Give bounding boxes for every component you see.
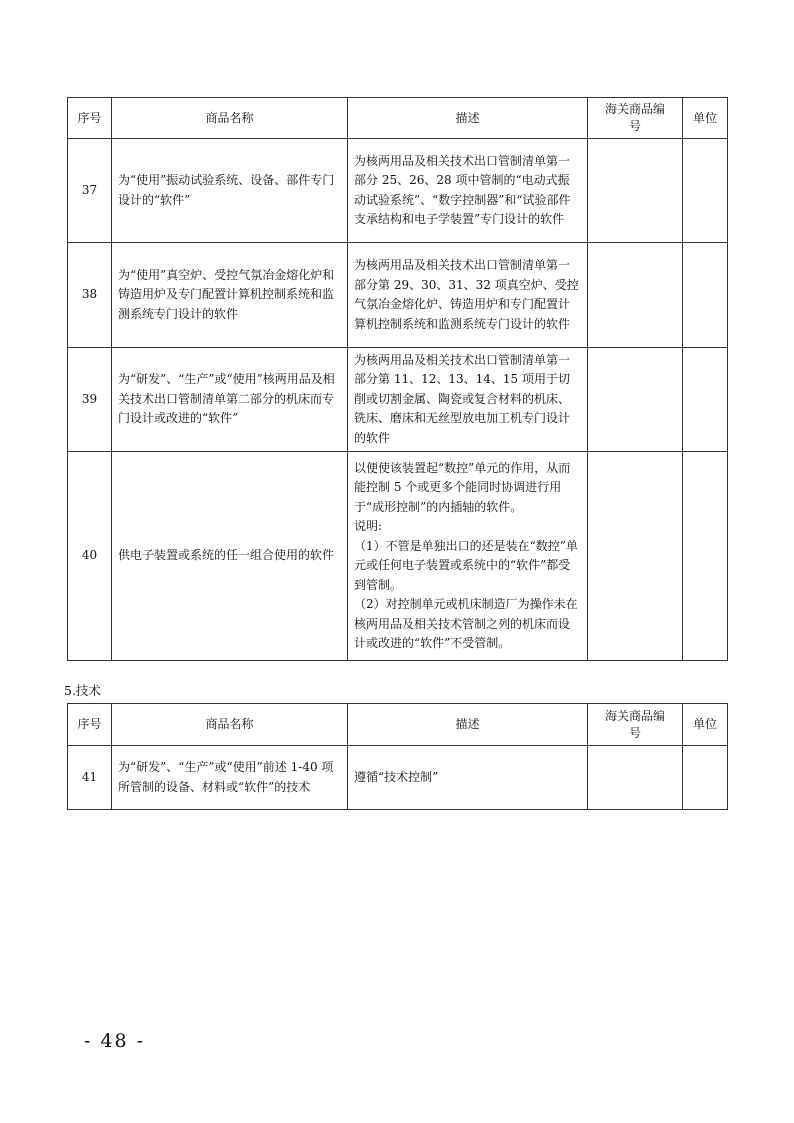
header-hs-code [588, 98, 683, 139]
desc-note-item: （2）对控制单元或机床制造厂为操作未在核两用品及相关技术管制之列的机床而设计或改进的“软件”不受管制。 [354, 597, 578, 650]
row-hs-code [588, 139, 683, 243]
row-no: 38 [68, 243, 112, 348]
header-hs-code-text: 海关商品编号 [604, 102, 665, 133]
row-hs-code [588, 348, 683, 452]
desc-paragraph: 以便使该装置起“数控”单元的作用，从而能控制 5 个或更多个能同时协调进行用于“成形控制”的内插轴的软件。 [354, 460, 571, 514]
goods-table-technology [67, 703, 728, 810]
row-name: 为“使用”振动试验系统、设备、部件专门设计的“软件” [112, 139, 348, 243]
header-name: 商品名称 [112, 98, 348, 139]
table-row [68, 746, 728, 810]
row-unit [683, 452, 728, 661]
row-no: 41 [68, 746, 112, 810]
header-desc: 描述 [348, 98, 588, 139]
row-desc [348, 452, 588, 661]
row-unit [683, 139, 728, 243]
goods-table-software [67, 97, 728, 661]
desc-note-item: （1）不管是单独出口的还是装在“数控”单元或任何电子装置或系统中的“软件”都受到管制。 [354, 538, 578, 592]
header-name: 商品名称 [112, 704, 348, 746]
header-hs-code [588, 704, 683, 746]
header-unit: 单位 [683, 704, 728, 746]
row-name: 为“研发”、“生产”或“使用”前述 1-40 项所管制的设备、材料或“软件”的技术 [112, 746, 348, 810]
table-row [68, 348, 728, 452]
table-row [68, 139, 728, 243]
row-desc: 为核两用品及相关技术出口管制清单第一部分 25、26、28 项中管制的“电动式振动试验系统”、“数字控制器”和“试验部件支承结构和电子学装置”专门设计的软件 [348, 139, 588, 243]
header-unit: 单位 [683, 98, 728, 139]
row-unit [683, 348, 728, 452]
table-header-row [68, 98, 728, 139]
header-hs-code-text: 海关商品编号 [604, 708, 665, 740]
row-desc: 遵循“技术控制” [348, 746, 588, 810]
header-desc: 描述 [348, 704, 588, 746]
header-no: 序号 [68, 704, 112, 746]
row-desc: 为核两用品及相关技术出口管制清单第一部分第 29、30、31、32 项真空炉、受控气氛冶金熔化炉、铸造用炉和专门配置计算机控制系统和监测系统专门设计的软件 [348, 243, 588, 348]
row-name: 供电子装置或系统的任一组合使用的软件 [112, 452, 348, 661]
row-hs-code [588, 243, 683, 348]
table-row [68, 452, 728, 661]
row-unit [683, 746, 728, 810]
header-no: 序号 [68, 98, 112, 139]
page-number: - 48 - [84, 1030, 146, 1052]
section-title-technology: 5.技术 [64, 683, 101, 698]
row-desc: 为核两用品及相关技术出口管制清单第一部分第 11、12、13、14、15 项用于切削或切割金属、陶瓷或复合材料的机床、铣床、磨床和无丝型放电加工机专门设计的软件 [348, 348, 588, 452]
row-unit [683, 243, 728, 348]
row-name: 为“研发”、“生产”或“使用”核两用品及相关技术出口管制清单第二部分的机床而专门设计或改进的“软件” [112, 348, 348, 452]
row-name: 为“使用”真空炉、受控气氛冶金熔化炉和铸造用炉及专门配置计算机控制系统和监测系统专门设计的软件 [112, 243, 348, 348]
row-no: 39 [68, 348, 112, 452]
row-hs-code [588, 746, 683, 810]
desc-note-heading: 说明: [354, 519, 383, 533]
row-no: 37 [68, 139, 112, 243]
table-header-row [68, 704, 728, 746]
table-row [68, 243, 728, 348]
row-hs-code [588, 452, 683, 661]
row-no: 40 [68, 452, 112, 661]
